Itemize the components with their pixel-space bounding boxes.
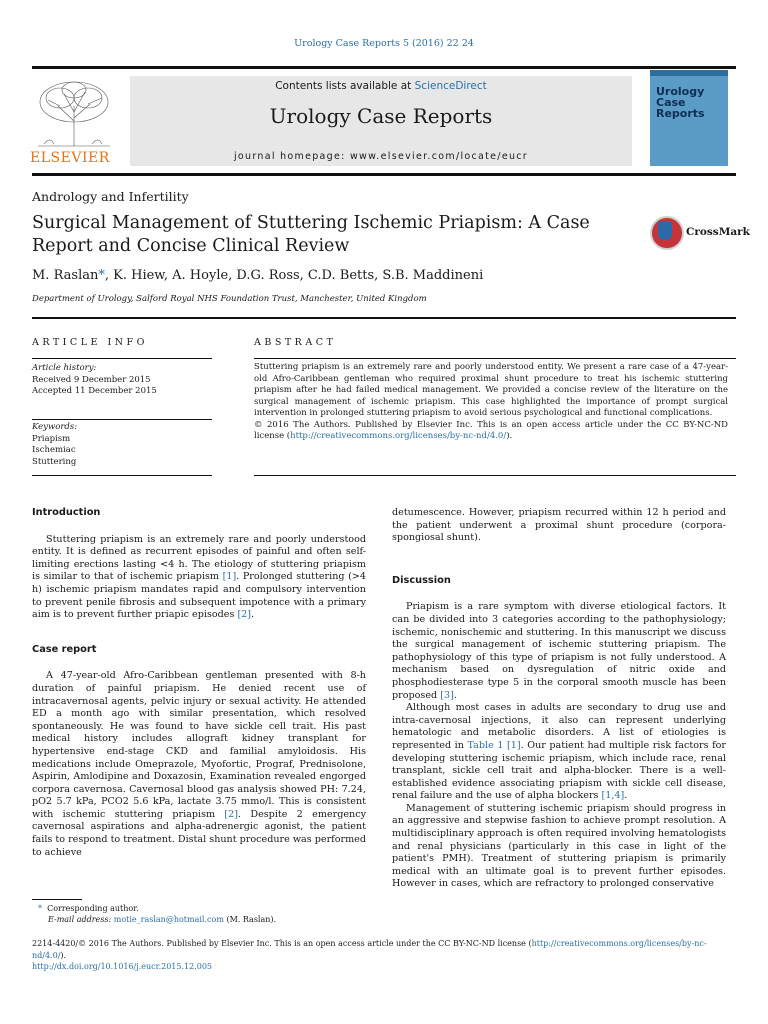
doi-link[interactable]: http://dx.doi.org/10.1016/j.eucr.2015.12.005 [32, 962, 213, 971]
abstract-rule [254, 358, 736, 359]
introduction-heading: Introduction [32, 507, 101, 518]
cover-title: Urology Case Reports [656, 85, 705, 120]
abstract-rule-2 [254, 475, 736, 476]
discussion-paragraph: Although most cases in adults are secondary to drug use and intra-cavernosal injections, it also can represent underlying hematologic and metabolic disorders. A list of etiologies is represented in Table 1 [1]. Our patient had multiple risk factors for developing stuttering ischemic priapism, which include race, renal transplant, sickle cell trait and alpha-blocker. There is a well-established evidence associating priapism with sickle cell disease, renal failure and the use of alpha blockers [1,4]. [392, 702, 726, 802]
citation-link[interactable]: [1] [507, 739, 521, 751]
case-continuation: detumescence. However, priapism recurred within 12 h period and the patient underwent a proximal shunt procedure (corpora-spongiosal shunt). [392, 507, 726, 544]
citation-link[interactable]: [1] [222, 571, 237, 583]
email-link[interactable]: motie_raslan@hotmail.com [113, 914, 224, 924]
issn-license-line: 2214-4420/© 2016 The Authors. Published by Elsevier Inc. This is an open access article under the CC BY-NC-ND license (http://creativecommons.org/licenses/by-nc-nd/4.0/). [32, 939, 707, 960]
keyword: Stuttering [32, 456, 77, 467]
article-history [32, 363, 212, 398]
info-rule-3 [32, 475, 212, 476]
keywords-label: Keywords: [32, 422, 78, 432]
journal-homepage[interactable]: journal homepage: www.elsevier.com/locate/eucr [233, 151, 529, 162]
publisher-name: ELSEVIER [30, 150, 110, 166]
journal-masthead [130, 76, 632, 166]
crossmark-label: CrossMark [686, 226, 750, 238]
contents-line: Contents lists available at ScienceDirect [275, 80, 487, 92]
affiliation: Department of Urology, Salford Royal NHS Foundation Trust, Manchester, United Kingdom [32, 294, 427, 304]
article-section: Andrology and Infertility [32, 189, 189, 204]
journal-cover-thumbnail [650, 70, 728, 166]
citation-link[interactable]: [2] [224, 808, 239, 820]
corresponding-author-marker[interactable]: * [98, 268, 105, 283]
article-title: Surgical Management of Stuttering Ischemic Priapism: A Case Report and Concise Clinical Review [32, 213, 590, 256]
title-rule [32, 317, 736, 319]
crossmark-badge[interactable] [650, 216, 750, 250]
keyword: Priapism [32, 433, 71, 444]
case-report-heading: Case report [32, 643, 97, 655]
keyword: Ischemiac [32, 445, 76, 455]
running-header: Urology Case Reports 5 (2016) 22 24 [294, 38, 474, 49]
citation-link[interactable]: [3] [440, 689, 454, 701]
citation-link[interactable]: [2] [237, 609, 252, 621]
table-link[interactable]: Table 1 [467, 739, 504, 751]
left-column [32, 507, 366, 859]
discussion-paragraph: Management of stuttering ischemic priapism should progress in an aggressive and stepwise fashion to achieve prompt resolution. A multidisciplinary approach is often required involving hematologists and renal physicians (particularly in this case in light of the patient's PMH). Treatment of stuttering priapism is primarily medical with an ultimate goal is to prevent further episodes. However in cases, which are refractory to prolonged conservative [392, 802, 726, 890]
discussion-paragraph: Priapism is a rare symptom with diverse etiological factors. It can be divided into 3 categories according to the pathophysiology; ischemic, nonischemic and stuttering. In this manuscript we discuss the surgical management of ischemic stuttering priapism. The pathophysiology of this type of priapism is not fully understood. A mechanism based on dysregulation of nitric oxide and phosphodiesterase type 5 in the corporal smooth muscle has been proposed [3]. [392, 601, 726, 701]
right-column [392, 507, 726, 891]
top-rule [32, 66, 736, 69]
page-footer [32, 938, 736, 973]
abstract-text: Stuttering priapism is an extremely rare and poorly understood entity. We present a rare case of a 47-year-old Afro-Caribbean gentleman who required proximal shunt procedure to treat his ischemic stuttering priapism after he had failed medical management. We provided a concise review of the literature on the surgical management of ischemic priapism. This case highlighted the importance of prompt surgical intervention in prolonged stuttering priapism to avoid serious psychological and functional complications. © 2016 The Authors. Published by Elsevier Inc. This is an open access article under the CC BY-NC-ND license (http://creativecommons.org/licenses/by-nc-nd/4.0/). [254, 362, 728, 441]
footnote-rule [32, 899, 82, 900]
article-info-heading: ARTICLE INFO [32, 337, 148, 348]
case-paragraph: A 47-year-old Afro-Caribbean gentleman presented with 8-h duration of painful priapism. He denied recent use of intracavernosal agents, pelvic injury or sexual activity. He attended ED a month ago with similar presentation, which resolved spontaneously. He was found to have sickle cell trait. His past medical history includes allograft kidney transplant for hypertensive end-stage CKD and familial amyloidosis. His medications include Omeprazole, Myofortic, Prograf, Prednisolone, Aspirin, Amlodipine and Doxazosin, Examination revealed engorged corpora cavernosa. Cavernosal blood gas analysis showed PH: 7.24, pO2 5.7 kPa, PCO2 5.6 kPa, lactate 3.75 mmo/l. This is consistent with ischemic stuttering priapism [2]. Despite 2 emergency cavernosal aspirations and alpha-adrenergic agonist, the patient fails to respond to treatment. Distal shunt procedure was performed to achieve [32, 670, 366, 858]
accepted-date: Accepted 11 December 2015 [32, 386, 157, 396]
info-rule-2 [32, 419, 212, 420]
cover-stripe [650, 70, 728, 76]
received-date: Received 9 December 2015 [32, 374, 151, 385]
journal-title: Urology Case Reports [269, 104, 493, 128]
citation-link[interactable]: [1,4] [601, 790, 625, 802]
history-label: Article history: [32, 363, 97, 373]
abstract-heading: ABSTRACT [254, 337, 337, 348]
discussion-heading: Discussion [392, 574, 451, 586]
footer-license-link[interactable]: http://creativecommons.org/licenses/by-nc-nd/4.0/ [32, 939, 707, 960]
masthead-bottom-rule [32, 173, 736, 176]
crossmark-bookmark-icon [658, 222, 672, 240]
license-link[interactable]: http://creativecommons.org/licenses/by-nc-nd/4.0/ [290, 431, 507, 441]
intro-paragraph: Stuttering priapism is an extremely rare and poorly understood entity. It is defined as recurrent episodes of painful and often self-limiting erections lasting <4 h. The etiology of stuttering priapism is similar to that of ischemic priapism [1]. Prolonged stuttering (>4 h) ischemic priapism mandates rapid and compulsory intervention to prevent penile fibrosis and subsequent impotence with a primary aim is to prevent further priapic episodes [2]. [32, 533, 366, 621]
corresponding-footnote: * Corresponding author. E-mail address: motie_raslan@hotmail.com (M. Raslan). [38, 904, 277, 924]
sciencedirect-link[interactable]: ScienceDirect [414, 80, 487, 92]
info-rule [32, 358, 212, 359]
keywords-block [32, 422, 212, 468]
author-list: M. Raslan*, K. Hiew, A. Hoyle, D.G. Ross, C.D. Betts, S.B. Maddineni [32, 268, 484, 283]
